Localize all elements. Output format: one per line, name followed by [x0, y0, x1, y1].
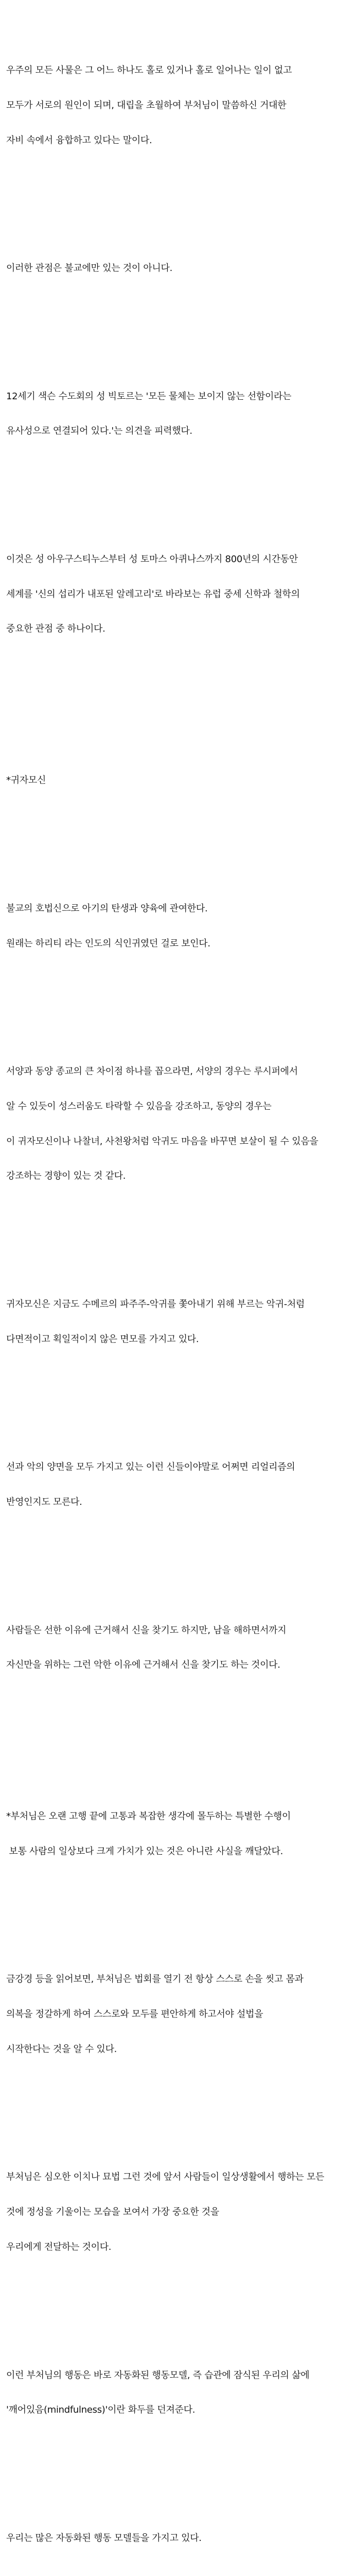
text-line: 자신만을 위하는 그런 악한 이유에 근거해서 신을 찾기도 하는 것이다.	[6, 1659, 280, 1671]
text-line: '깨어있음(mindfulness)'이란 화두를 던져준다.	[6, 2404, 196, 2416]
paragraph	[6, 2148, 352, 2277]
text-line: 것에 정성을 기울이는 모습을 보여서 가장 중요한 것을	[6, 2207, 219, 2218]
paragraph	[6, 2346, 352, 2439]
paragraph	[6, 531, 352, 659]
text-line: 시작한다는 것을 알 수 있다.	[6, 2043, 117, 2055]
paragraph	[6, 880, 352, 973]
text-line: *귀자모신	[6, 775, 46, 786]
paragraph	[6, 367, 352, 461]
paragraph	[6, 1276, 352, 1369]
paragraph	[6, 1951, 352, 2079]
text-line: 이 귀자모신이나 나찰녀, 사천왕처럼 악귀도 마음을 바꾸면 보살이 될 수 있음을	[6, 1136, 318, 1147]
paragraph	[6, 240, 352, 298]
text-line: 다면적이고 획일적이지 않은 면모를 가지고 있다.	[6, 1333, 199, 1345]
text-line: 강조하는 경향이 있는 것 같다.	[6, 1171, 126, 1182]
text-line: 사람들은 선한 이유에 근거해서 신을 찾기도 하지만, 남을 해하면서까지	[6, 1624, 287, 1636]
text-line: 금강경 등을 읽어보면, 부처님은 법회를 열기 전 항상 스스로 손을 씻고 몸과	[6, 1974, 304, 1985]
paragraph	[6, 1601, 352, 1694]
text-line: 우리는 많은 자동화된 행동 모델들을 가지고 있다.	[6, 2532, 202, 2544]
text-line: 우리에게 전달하는 것이다.	[6, 2242, 112, 2253]
text-line: 우주의 모든 사물은 그 어느 하나도 홀로 있거나 홀로 일어나는 일이 없고	[6, 64, 292, 76]
text-line: *부처님은 오랜 고행 끝에 고통과 복잡한 생각에 몰두하는 특별한 수행이	[6, 1811, 291, 1822]
text-line: 귀자모신은 지금도 수메르의 파주주-악귀를 쫓아내기 위해 부르는 악귀-처럼	[6, 1298, 305, 1310]
text-line: 이런 부처님의 행동은 바로 자동화된 행동모델, 즉 습관에 잠식된 우리의 삶에	[6, 2369, 310, 2381]
text-line: 원래는 하리티 라는 인도의 식인귀였던 걸로 보인다.	[6, 938, 210, 949]
text-line: 12세기 색슨 수도회의 성 빅토르는 '모든 물체는 보이지 않는 선함이라는	[6, 391, 292, 402]
paragraph	[6, 1438, 352, 1532]
text-line: 보통 사람의 일상보다 크게 가치가 있는 것은 아니란 사실을 깨달았다.	[6, 1845, 283, 1857]
text-line: 모두가 서로의 원인이 되며, 대립을 초월하여 부처님이 말씀하신 거대한	[6, 99, 287, 111]
paragraph	[6, 1788, 352, 1881]
paragraph	[6, 42, 352, 170]
paragraph	[6, 2510, 352, 2568]
text-line: 유사성으로 연결되어 있다.'는 의견을 피력했다.	[6, 426, 192, 437]
text-line: 자비 속에서 융합하고 있다는 말이다.	[6, 134, 152, 146]
text-line: 부처님은 심오한 이치나 묘법 그런 것에 앞서 사람들이 일상생활에서 행하는 모든	[6, 2172, 325, 2183]
text-line: 서양과 동양 종교의 큰 차이점 하나를 꼽으라면, 서양의 경우는 루시퍼에서	[6, 1066, 298, 1077]
text-line: 불교의 호법신으로 아기의 탄생과 양육에 관여한다.	[6, 903, 208, 914]
text-line: 반영인지도 모른다.	[6, 1497, 82, 1508]
text-line: 의복을 정갈하게 하여 스스로와 모두를 편안하게 하고서야 설법을	[6, 2009, 263, 2020]
paragraph	[6, 1043, 352, 1206]
text-line: 이러한 관점은 불교에만 있는 것이 아니다.	[6, 263, 173, 274]
text-line: 알 수 있듯이 성스러움도 타락할 수 있음을 강조하고, 동양의 경우는	[6, 1100, 272, 1112]
text-line: 세계를 '신의 섭리가 내포된 알레고리'로 바라보는 유럽 중세 신학과 철학의	[6, 588, 300, 600]
section-heading	[6, 752, 352, 810]
text-line: 중요한 관점 중 하나이다.	[6, 623, 105, 635]
document-body	[6, 7, 352, 2576]
text-line: 선과 악의 양면을 모두 가지고 있는 이런 신들이야말로 어쩌면 리얼리즘의	[6, 1462, 295, 1473]
text-line: 이것은 성 아우구스티누스부터 성 토마스 아퀴나스까지 800년의 시간동안	[6, 553, 298, 565]
